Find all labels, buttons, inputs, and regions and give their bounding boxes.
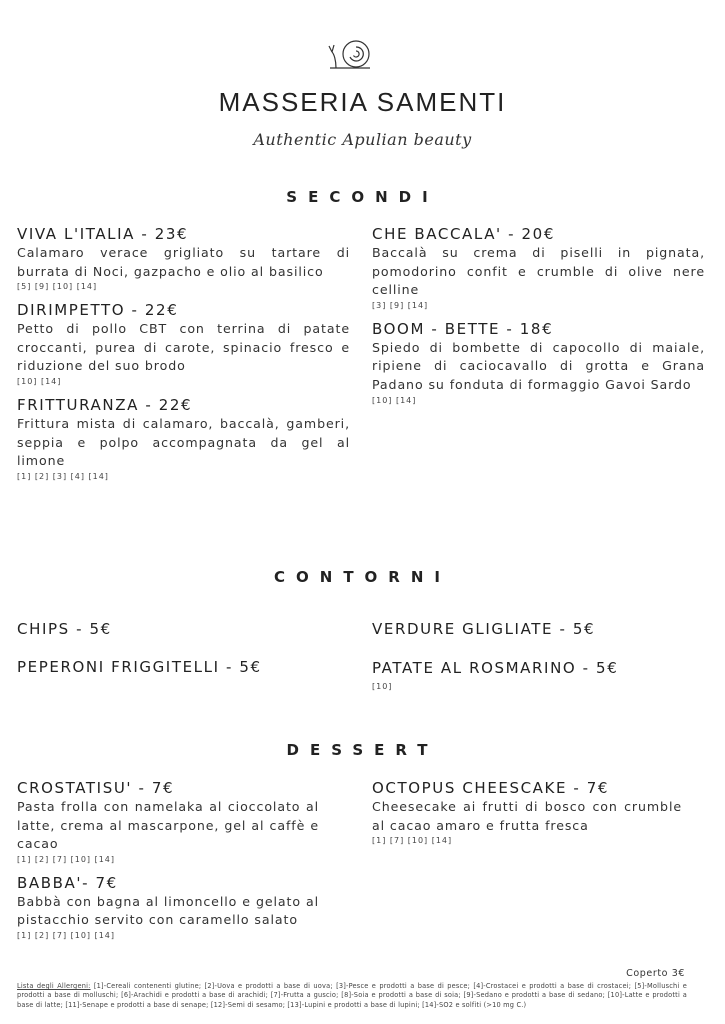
item-description: Spiedo di bombette di capocollo di maiale, ripiene di caciocavallo di grotta e Grana Padano su fonduta di formaggio Gavoi Sardo (372, 339, 705, 392)
secondi-left-column (17, 225, 350, 491)
item-allergens: [10] (372, 682, 393, 691)
section-title-contorni: CONTORNI (274, 568, 451, 586)
menu-item (372, 225, 705, 312)
item-allergens: [1] [7] [10] [14] (372, 836, 453, 846)
item-allergens: [10] [14] (17, 376, 62, 386)
item-title: FRITTURANZA - 22€ (17, 395, 193, 414)
item-title: CROSTATISU' - 7€ (17, 779, 175, 797)
item-description: Baccalà su crema di piselli in pignata, pomodorino confit e crumble di olive nere celline (372, 245, 705, 298)
item-allergens: [5] [9] [10] [14] (17, 282, 98, 292)
secondi-right-column (372, 225, 705, 415)
item-allergens: [1] [2] [3] [4] [14] (17, 471, 109, 481)
allergen-legend (17, 982, 687, 1010)
item-description: Cheesecake ai frutti di bosco con crumble al cacao amaro e frutta fresca (372, 799, 682, 833)
allergen-legend-text: [1]-Cereali contenenti glutine; [2]-Uova e prodotti a base di uova; [3]-Pesce e prodotti a base di pesce; [4]-Crostacei e prodotti a base di crostacei; [5]-Molluschi e prodotti a base di molluschi; [6]-Arachidi e prodotti a base di arachidi; [7]-Frutta a guscio; [8]-Soia e prodotti a base di soia; [9]-Sedano e prodotti a base di sedano; [10]-Latte e prodotti a base di latte; [11]-Senape e prodotti a base di senape; [12]-Semi di sesamo; [13]-Lupini e prodotti a base di lupini; [14]-SO2 e solfiti (>10 mg C.) (17, 982, 687, 1009)
menu-item (17, 779, 319, 866)
item-title: BOOM - BETTE - 18€ (372, 319, 554, 338)
menu-item (17, 225, 350, 293)
brand-name: MASSERIA SAMENTI (218, 87, 507, 117)
item-description: Pasta frolla con namelaka al cioccolato al latte, crema al mascarpone, gel al caffè e cacao (17, 799, 319, 852)
dessert-right-column (372, 779, 682, 855)
item-allergens: [1] [2] [7] [10] [14] (17, 854, 116, 864)
item-title: PATATE AL ROSMARINO - 5€ (372, 659, 619, 677)
section-title-secondi: SECONDI (286, 188, 439, 206)
allergen-legend-label: Lista degli Allergeni: (17, 982, 91, 990)
menu-item (17, 874, 319, 942)
dessert-left-column (17, 779, 319, 950)
item-description: Petto di pollo CBT con terrina di patate croccanti, purea di carote, spinacio fresco e riduzione del suo brodo (17, 321, 350, 374)
item-title: CHIPS - 5€ (17, 620, 112, 638)
item-title: BABBA'- 7€ (17, 873, 118, 892)
snail-icon (326, 38, 374, 72)
item-description: Frittura mista di calamaro, baccalà, gamberi, seppia e polpo accompagnata da gel al limone (17, 415, 350, 469)
menu-item (372, 320, 705, 407)
section-title-dessert: DESSERT (286, 741, 439, 759)
cover-charge: Coperto 3€ (626, 968, 685, 979)
item-description: Babbà con bagna al limoncello e gelato al pistacchio servito con caramello salato (17, 893, 319, 928)
item-title: VERDURE GLIGLIATE - 5€ (372, 620, 596, 638)
menu-item (17, 301, 350, 388)
item-description: Calamaro verace grigliato su tartare di burrata di Noci, gazpacho e olio al basilico (17, 245, 350, 279)
menu-item (17, 396, 350, 483)
tagline: Authentic Apulian beauty (253, 130, 472, 149)
item-title: VIVA L'ITALIA - 23€ (17, 225, 189, 243)
menu-item (372, 779, 682, 847)
item-title: CHE BACCALA' - 20€ (372, 225, 555, 243)
item-allergens: [10] [14] (372, 395, 417, 405)
item-title: OCTOPUS CHEESCAKE - 7€ (372, 779, 610, 797)
item-allergens: [3] [9] [14] (372, 300, 429, 310)
item-allergens: [1] [2] [7] [10] [14] (17, 930, 116, 940)
item-title: DIRIMPETTO - 22€ (17, 301, 179, 320)
item-title: PEPERONI FRIGGITELLI - 5€ (17, 658, 262, 676)
